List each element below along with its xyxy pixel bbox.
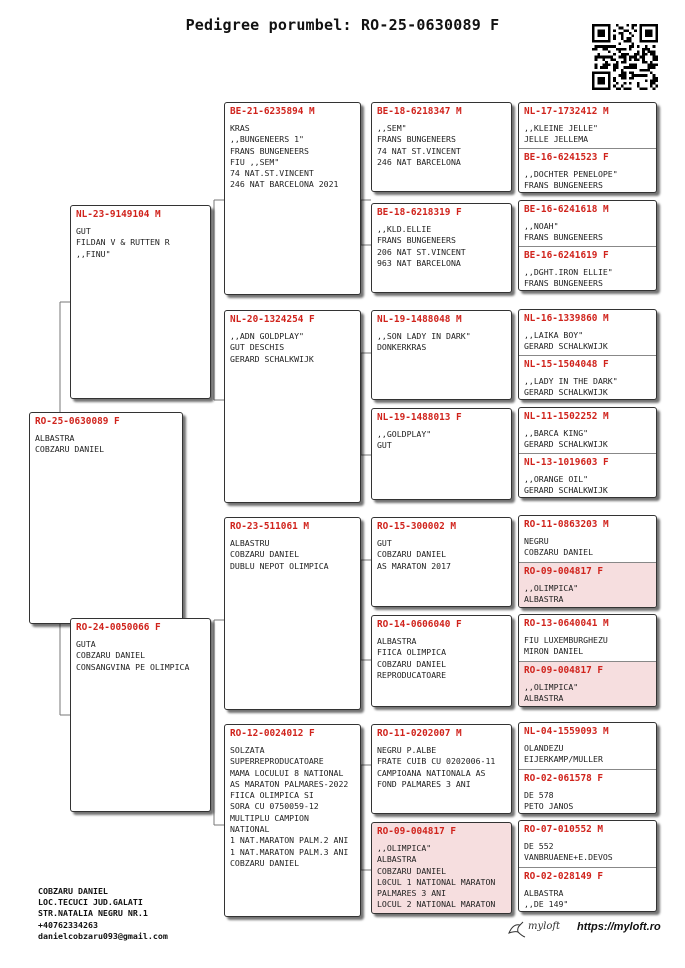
bird-details: DE 552 VANBRUAENE+E.DEVOS	[524, 841, 613, 863]
ring-number: RO-09-004817 F	[524, 665, 604, 676]
bird-details: ,,SEM" FRANS BUNGENEERS 74 NAT ST.VINCENT 246 NAT BARCELONA	[377, 123, 461, 167]
ring-number: BE-16-6241618 M	[524, 204, 609, 215]
ring-number: RO-24-0050066 F	[76, 622, 161, 633]
gen4-entry[interactable]	[519, 867, 656, 912]
bird-details: ,,ORANGE OIL" GERARD SCHALKWIJK	[524, 474, 608, 496]
owner-email: danielcobzaru093@gmail.com	[38, 930, 168, 941]
bird-details: NEGRU P.ALBE FRATE CUIB CU 0202006-11 CAMPIOANA NATIONALA AS FOND PALMARES 3 ANI	[377, 745, 496, 789]
gen4-entry[interactable]	[519, 562, 656, 608]
ring-number: BE-21-6235894 M	[230, 106, 315, 117]
gen4-pair-card[interactable]	[518, 722, 657, 814]
great-grandparent-card[interactable]	[371, 517, 512, 607]
bird-details: ,,KLEINE JELLE" JELLE JELLEMA	[524, 123, 598, 145]
bird-details: ALBASTRU COBZARU DANIEL DUBLU NEPOT OLIMPICA	[230, 538, 329, 571]
brand-url-link[interactable]: https://myloft.ro	[577, 921, 661, 933]
gen4-entry[interactable]	[519, 723, 656, 769]
ring-number: NL-15-1504048 F	[524, 359, 609, 370]
bird-details: ,,GOLDPLAY" GUT	[377, 429, 432, 451]
ring-number: RO-07-010552 M	[524, 824, 604, 835]
bird-details: OLANDEZU EIJERKAMP/MULLER	[524, 743, 603, 765]
bird-details: ,,OLIMPICA" ALBASTRA	[524, 583, 579, 605]
ring-number: BE-16-6241619 F	[524, 250, 609, 261]
gen4-entry[interactable]	[519, 310, 656, 355]
owner-phone: +40762334263	[38, 919, 98, 930]
dam-card[interactable]	[70, 618, 211, 812]
gen4-entry[interactable]	[519, 246, 656, 291]
gen4-pair-card[interactable]	[518, 515, 657, 608]
owner-name: COBZARU DANIEL	[38, 886, 108, 896]
bird-details: GUT COBZARU DANIEL AS MARATON 2017	[377, 538, 451, 571]
owner-contact	[38, 886, 168, 942]
grandparent-card[interactable]	[224, 102, 361, 295]
brand-logo-text: myloft	[528, 921, 561, 932]
ring-number: NL-13-1019603 F	[524, 457, 609, 468]
ring-number: RO-15-300002 M	[377, 521, 457, 532]
bird-details: SOLZATA SUPERREPRODUCATOARE MAMA LOCULUI 8 NATIONAL AS MARATON PALMARES-2022 FIICA OLIMPICA SI SORA CU 0750059-12 MULTIPLU CAMPION NATIONAL 1 NAT.MARATON PALM.2 ANI 1 NAT.MARATON PALM.3 ANI COBZARU DANIEL	[230, 745, 349, 868]
ring-number: RO-09-004817 F	[377, 826, 457, 837]
ring-number: RO-02-061578 F	[524, 773, 604, 784]
gen4-entry[interactable]	[519, 103, 656, 148]
sire-card[interactable]	[70, 205, 211, 399]
ring-number: NL-20-1324254 F	[230, 314, 315, 325]
bird-details: GUT FILDAN V & RUTTEN R ,,FINU"	[76, 226, 170, 259]
ring-number: RO-12-0024012 F	[230, 728, 315, 739]
gen4-entry[interactable]	[519, 148, 656, 193]
gen4-entry[interactable]	[519, 615, 656, 661]
page-title: Pedigree porumbel: RO-25-0630089 F	[185, 16, 500, 34]
bird-details: KRAS ,,BUNGENEERS 1" FRANS BUNGENEERS FIU ,,SEM" 74 NAT.ST.VINCENT 246 NAT BARCELONA 2021	[230, 123, 339, 190]
gen4-entry[interactable]	[519, 769, 656, 814]
subject-card[interactable]	[29, 412, 183, 624]
grandparent-card[interactable]	[224, 517, 361, 710]
gen4-entry[interactable]	[519, 408, 656, 453]
gen4-pair-card[interactable]	[518, 614, 657, 707]
bird-details: ALBASTRA COBZARU DANIEL	[35, 433, 105, 455]
gen4-pair-card[interactable]	[518, 820, 657, 912]
ring-number: RO-11-0202007 M	[377, 728, 462, 739]
gen4-entry[interactable]	[519, 453, 656, 498]
owner-street: STR.NATALIA NEGRU NR.1	[38, 908, 148, 919]
bird-details: ,,OLIMPICA" ALBASTRA COBZARU DANIEL L0CUL 1 NATIONAL MARATON PALMARES 3 ANI LOCUL 2 NATIONAL MARATON	[377, 843, 496, 910]
great-grandparent-card[interactable]	[371, 203, 512, 293]
bird-details: DE 578 PETO JANOS	[524, 790, 574, 812]
bird-details: ,,DOCHTER PENELOPE" FRANS BUNGENEERS	[524, 169, 618, 191]
bird-details: ,,LADY IN THE DARK" GERARD SCHALKWIJK	[524, 376, 618, 398]
great-grandparent-card[interactable]	[371, 310, 512, 400]
gen4-entry[interactable]	[519, 516, 656, 562]
gen4-entry[interactable]	[519, 661, 656, 707]
gen4-entry[interactable]	[519, 201, 656, 246]
bird-details: ,,ADN GOLDPLAY" GUT DESCHIS GERARD SCHALKWIJK	[230, 331, 314, 364]
ring-number: RO-25-0630089 F	[35, 416, 120, 427]
bird-details: ,,KLD.ELLIE FRANS BUNGENEERS 206 NAT ST.VINCENT 963 NAT BARCELONA	[377, 224, 466, 268]
ring-number: NL-17-1732412 M	[524, 106, 609, 117]
ring-number: NL-16-1339860 M	[524, 313, 609, 324]
bird-details: ,,LAIKA BOY" GERARD SCHALKWIJK	[524, 330, 608, 352]
gen4-pair-card[interactable]	[518, 407, 657, 498]
ring-number: NL-23-9149104 M	[76, 209, 161, 220]
great-grandparent-card[interactable]	[371, 724, 512, 814]
bird-details: ,,OLIMPICA" ALBASTRA	[524, 682, 579, 704]
bird-details: GUTA COBZARU DANIEL CONSANGVINA PE OLIMPICA	[76, 639, 190, 672]
ring-number: RO-11-0863203 M	[524, 519, 609, 530]
great-grandparent-card[interactable]	[371, 615, 512, 707]
gen4-pair-card[interactable]	[518, 309, 657, 400]
ring-number: NL-04-1559093 M	[524, 726, 609, 737]
ring-number: RO-02-028149 F	[524, 871, 604, 882]
grandparent-card[interactable]	[224, 310, 361, 503]
bird-details: ,,DGHT.IRON ELLIE" FRANS BUNGENEERS	[524, 267, 613, 289]
bird-details: ALBASTRA ,,DE 149"	[524, 888, 569, 910]
gen4-entry[interactable]	[519, 821, 656, 867]
ring-number: BE-16-6241523 F	[524, 152, 609, 163]
grandparent-card[interactable]	[224, 724, 361, 917]
bird-details: NEGRU COBZARU DANIEL	[524, 536, 594, 558]
brand-block	[506, 918, 666, 940]
gen4-pair-card[interactable]	[518, 102, 657, 193]
ring-number: RO-14-0606040 F	[377, 619, 462, 630]
bird-details: ,,SON LADY IN DARK" DONKERKRAS	[377, 331, 471, 353]
ring-number: NL-19-1488013 F	[377, 412, 462, 423]
great-grandparent-card[interactable]	[371, 408, 512, 500]
ring-number: RO-23-511061 M	[230, 521, 310, 532]
ring-number: BE-18-6218347 M	[377, 106, 462, 117]
gen4-pair-card[interactable]	[518, 200, 657, 291]
bird-details: ALBASTRA FIICA OLIMPICA COBZARU DANIEL REPRODUCATOARE	[377, 636, 447, 680]
ring-number: RO-13-0640041 M	[524, 618, 609, 629]
bird-details: FIU LUXEMBURGHEZU MIRON DANIEL	[524, 635, 608, 657]
pigeon-logo-icon	[506, 918, 528, 940]
great-grandparent-card[interactable]	[371, 822, 512, 914]
ring-number: NL-19-1488048 M	[377, 314, 462, 325]
ring-number: NL-11-1502252 M	[524, 411, 609, 422]
owner-locality: LOC.TECUCI JUD.GALATI	[38, 897, 143, 908]
ring-number: BE-18-6218319 F	[377, 207, 462, 218]
ring-number: RO-09-004817 F	[524, 566, 604, 577]
great-grandparent-card[interactable]	[371, 102, 512, 192]
bird-details: ,,BARCA KING" GERARD SCHALKWIJK	[524, 428, 608, 450]
gen4-entry[interactable]	[519, 355, 656, 400]
bird-details: ,,NOAH" FRANS BUNGENEERS	[524, 221, 603, 243]
